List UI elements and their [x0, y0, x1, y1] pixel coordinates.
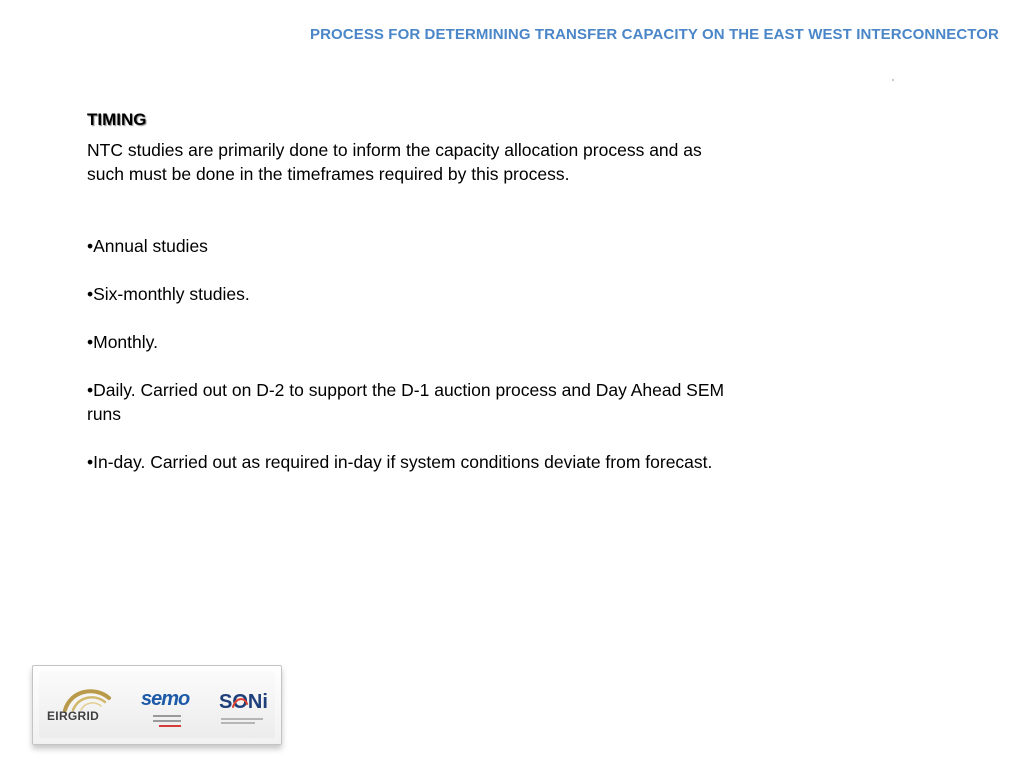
soni-tagline-line [221, 718, 263, 720]
eirgrid-wordmark: EIRGRID [47, 709, 100, 723]
bullet-item-annual: •Annual studies [87, 236, 208, 256]
bullet-item-daily: •Daily. Carried out on D-2 to support the D-1 auction process and Day Ahead SEM runs [87, 380, 725, 424]
slide-content [87, 108, 737, 498]
eirgrid-logo [47, 684, 117, 728]
semo-tagline-line [153, 715, 181, 717]
intro-paragraph: NTC studies are primarily done to inform the capacity allocation process and as such must be done in the timeframes required by this process. [87, 140, 702, 184]
bullet-list [87, 234, 737, 474]
soni-wordmark: SONi [219, 691, 268, 713]
semo-tagline-accent [159, 725, 181, 727]
logo-panel-inner [39, 671, 275, 738]
soni-tagline-line [221, 722, 255, 724]
semo-tagline-line [153, 720, 181, 722]
footer-logo-panel [32, 665, 282, 745]
decorative-dot [892, 79, 894, 81]
semo-wordmark: semo [141, 688, 190, 710]
bullet-item-in-day: •In-day. Carried out as required in-day if system conditions deviate from forecast. [87, 452, 713, 472]
slide-title: PROCESS FOR DETERMINING TRANSFER CAPACITY ON THE EAST WEST INTERCONNECTOR [309, 26, 999, 43]
soni-swirl-icon [231, 695, 249, 713]
bullet-item-monthly: •Monthly. [87, 332, 158, 352]
bullet-item-six-monthly: •Six-monthly studies. [87, 284, 250, 304]
semo-logo [139, 688, 201, 728]
section-heading: TIMING [87, 110, 147, 129]
soni-logo [219, 691, 269, 727]
